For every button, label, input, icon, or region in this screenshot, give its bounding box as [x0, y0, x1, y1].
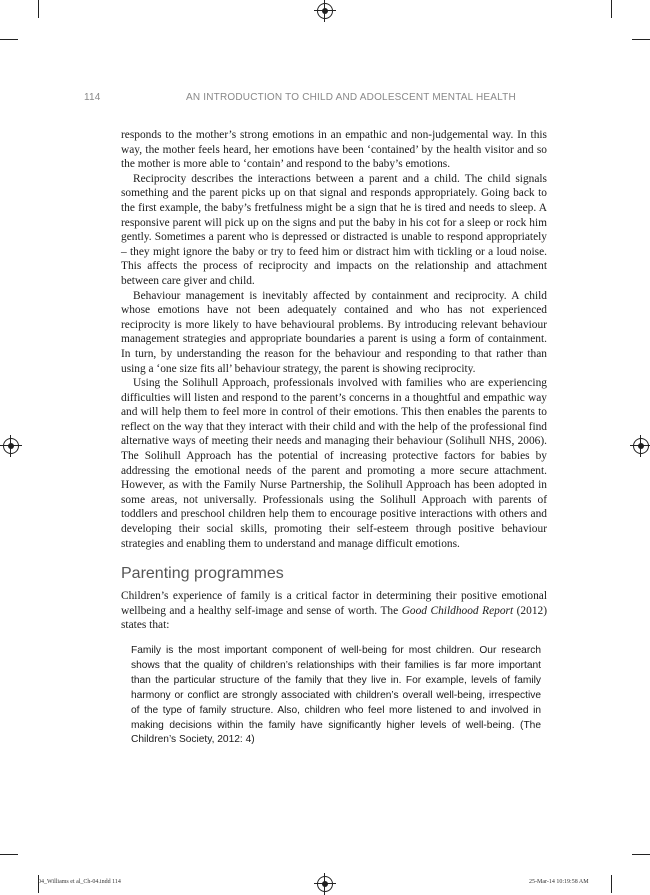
- paragraph: Reciprocity describes the interactions between a parent and a child. The child signals something and the parent picks up on that signal and responds appropriately. Going back to the first example, the baby’s fretfulness might be a sign that he is tired and needs to sleep. A responsive parent will pick up on the signs and put the baby in his cot for a sleep or rock him gently. Sometimes a parent who is depressed or distracted is unable to respond appropriately – they might ignore the baby or try to feed him or distract him with tickling or a loud noise. This affects the process of reciprocity and impacts on the relationship and attachment between care giver and child.: [121, 172, 547, 287]
- section-heading: Parenting programmes: [121, 565, 284, 583]
- crop-mark: [611, 0, 612, 18]
- page-number: 114: [84, 92, 101, 103]
- slug-timestamp: 25-Mar-14 10:19:58 AM: [529, 879, 589, 885]
- crop-mark: [632, 39, 650, 40]
- intro-text: (2012) states that:: [121, 604, 548, 632]
- block-quote: Family is the most important component of well-being for most children. Our research shows that the quality of children’s relationships with their families is far more important than the particular structure of the family that they live in. For example, levels of family harmony or conflict are strongly associated with children’s overall well-being, irrespective of the type of family structure. Also, children who feel more listened to and involved in making decisions within the family have significantly higher levels of well-being. (The Children’s Society, 2012: 4): [131, 645, 541, 746]
- registration-mark-icon: [317, 3, 333, 19]
- running-title: AN INTRODUCTION TO CHILD AND ADOLESCENT MENTAL HEALTH: [186, 92, 516, 103]
- section-intro: [121, 589, 547, 633]
- crop-mark: [0, 854, 18, 855]
- intro-text: Children’s experience of family is a critical factor in determining their positive emotional wellbeing and a healthy self-image and sense of worth. The: [121, 590, 547, 617]
- slug-file: 04_Williams et al_Ch-04.indd 114: [38, 879, 121, 885]
- crop-mark: [0, 39, 18, 40]
- crop-mark: [632, 854, 650, 855]
- registration-mark-icon: [317, 876, 333, 892]
- paragraph: responds to the mother’s strong emotions in an empathic and non-judgemental way. In this way, the mother feels heard, her emotions have been ‘contained’ by the health visitor and so the mother is more able to ‘contain’ and respond to the baby’s emotions.: [121, 129, 547, 171]
- paragraph: Using the Solihull Approach, professionals involved with families who are experiencing difficulties will listen and respond to the parent’s concerns in a thoughtful and empathic way and will help them to feel more in control of their emotions. This then enables the parents to reflect on the way that they interact with their child and with the help of the professional find alternative ways of meeting their needs and managing their behaviour (Solihull NHS, 2006). The Solihull Approach has the potential of increasing protective factors for babies by addressing the emotional needs of the parent and promoting a more secure attachment. However, as with the Family Nurse Partnership, the Solihull Approach has been adopted in some areas, not universally. Professionals using the Solihull Approach with parents of toddlers and preschool children help them to encourage positive interactions with others and developing their social skills, promoting their self-esteem through positive behaviour strategies and enabling them to understand and manage difficult emotions.: [121, 377, 547, 550]
- paragraph: Behaviour management is inevitably affected by containment and reciprocity. A child whose emotions have not been adequately contained and who has not experienced reciprocity is more likely to have behavioural problems. By introducing relevant behaviour management strategies and appropriate boundaries a parent is using a form of containment. In turn, by understanding the reason for the behaviour and responding to that rather than using a ‘one size fits all’ behaviour strategy, the parent is showing reciprocity.: [121, 289, 547, 375]
- page-body: [121, 128, 547, 748]
- report-title: Good Childhood Report: [401, 604, 514, 617]
- registration-mark-icon: [633, 438, 649, 454]
- registration-mark-icon: [3, 438, 19, 454]
- crop-mark: [611, 875, 612, 893]
- crop-mark: [38, 0, 39, 18]
